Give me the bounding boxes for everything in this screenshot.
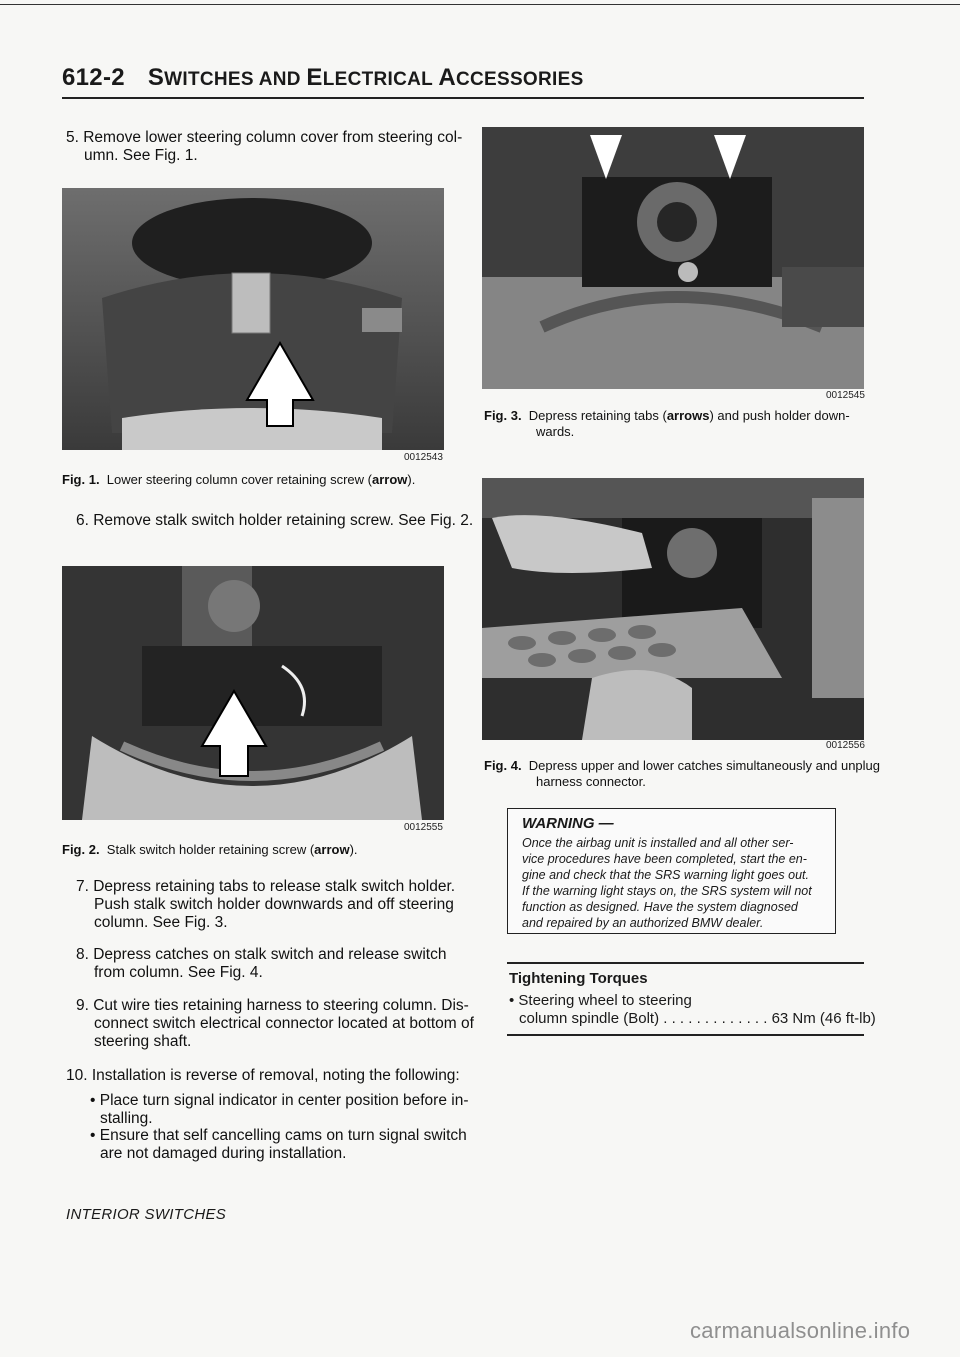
torque-line-2: column spindle (Bolt) . . . . . . . . . . . . . 63 Nm (46 ft-lb)	[519, 1010, 876, 1027]
fig-3-photo	[482, 127, 864, 389]
step-7	[76, 878, 455, 932]
step-9	[76, 997, 474, 1051]
fig-4-caption	[484, 758, 880, 790]
fig-2-text-a: Stalk switch holder retaining screw (	[106, 842, 315, 857]
step-7-line-1: 7. Depress retaining tabs to release stalk switch holder.	[76, 878, 456, 895]
fig-2-bold: arrow	[314, 842, 350, 857]
torque-top-rule	[507, 962, 864, 964]
bullet-2	[90, 1127, 467, 1163]
step-5-line-1: 5. Remove lower steering column cover from steering col-	[66, 129, 463, 146]
fig-1-text-a: Lower steering column cover retaining screw (	[106, 472, 372, 487]
step-8-line-2: from column. See Fig. 4.	[94, 964, 263, 981]
title-cap-2: E	[306, 64, 323, 91]
header-rule	[62, 97, 864, 99]
step-7-line-2: Push stalk switch holder downwards and off steering	[94, 896, 454, 913]
title-cap-1: S	[147, 64, 165, 91]
torque-bottom-rule	[507, 1034, 864, 1036]
warning-text	[522, 835, 825, 931]
fig-3-text-b: ) and push holder down-	[709, 408, 850, 423]
fig-2-caption	[62, 842, 358, 858]
step-5-line-2: umn. See Fig. 1.	[84, 147, 198, 164]
fig-4-photo	[482, 478, 864, 740]
page-header	[62, 64, 584, 92]
fig-1-bold: arrow	[371, 472, 408, 487]
fig-4-line-1: Depress upper and lower catches simultaneously and unplug	[528, 758, 881, 773]
warning-box	[507, 808, 836, 934]
bullet-1-line-2: stalling.	[100, 1110, 153, 1127]
section-title	[148, 64, 584, 91]
fig-1-text-b: ).	[407, 472, 416, 487]
title-rest-1: WITCHES AND	[164, 69, 307, 90]
step-8	[76, 946, 446, 982]
page-number: 612-2	[62, 64, 125, 91]
fig-1-photo	[62, 188, 444, 450]
fig-1-illustration	[62, 188, 444, 450]
fig-2-photo	[62, 566, 444, 820]
fig-3-label: Fig. 3.	[484, 408, 522, 423]
fig-3-caption	[484, 408, 850, 440]
fig-4-line-2: harness connector.	[536, 774, 646, 789]
step-9-line-1: 9. Cut wire ties retaining harness to steering column. Dis-	[76, 997, 469, 1014]
step-9-line-2: connect switch electrical connector located at bottom of	[94, 1015, 474, 1032]
warning-line: If the warning light stays on, the SRS system will not	[522, 884, 812, 898]
bullet-1-line-1: • Place turn signal indicator in center position before in-	[90, 1092, 469, 1109]
fig-2-text-b: ).	[349, 842, 358, 857]
fig-3-code: 0012545	[826, 390, 865, 401]
bullet-2-line-1: • Ensure that self cancelling cams on turn signal switch	[90, 1127, 467, 1144]
footer-section-name: INTERIOR SWITCHES	[66, 1206, 227, 1223]
step-8-line-1: 8. Depress catches on stalk switch and release switch	[76, 946, 447, 963]
warning-title: WARNING —	[522, 815, 614, 832]
fig-3-bold: arrows	[666, 408, 710, 423]
step-9-line-3: steering shaft.	[94, 1033, 192, 1050]
title-rest-3: CCESSORIES	[455, 69, 584, 90]
fig-3-illustration	[482, 127, 864, 389]
step-10: 10. Installation is reverse of removal, noting the following:	[66, 1067, 460, 1084]
step-6: 6. Remove stalk switch holder retaining screw. See Fig. 2.	[76, 512, 474, 529]
fig-4-illustration	[482, 478, 864, 740]
title-rest-2: LECTRICAL	[322, 69, 439, 90]
torque-line-1: • Steering wheel to steering	[509, 992, 692, 1009]
step-5	[66, 129, 462, 165]
warning-line: Once the airbag unit is installed and all other ser-	[522, 836, 794, 850]
fig-1-caption	[62, 472, 415, 488]
bullet-2-line-2: are not damaged during installation.	[100, 1145, 347, 1162]
bullet-1	[90, 1092, 469, 1128]
fig-1-code: 0012543	[404, 452, 443, 463]
fig-3-text-a: Depress retaining tabs (	[528, 408, 667, 423]
fig-2-label: Fig. 2.	[62, 842, 100, 857]
fig-2-code: 0012555	[404, 822, 443, 833]
step-7-line-3: column. See Fig. 3.	[94, 914, 228, 931]
top-edge-rule	[0, 4, 960, 5]
warning-line: gine and check that the SRS warning light goes out.	[522, 868, 809, 882]
fig-2-illustration	[62, 566, 444, 820]
fig-3-line-2: wards.	[536, 424, 575, 439]
torque-title: Tightening Torques	[509, 970, 648, 987]
title-cap-3: A	[438, 64, 456, 91]
fig-4-label: Fig. 4.	[484, 758, 522, 773]
watermark-text: carmanualsonline.info	[690, 1318, 911, 1343]
warning-line: and repaired by an authorized BMW dealer.	[522, 916, 764, 930]
torque-item	[509, 992, 876, 1028]
warning-line: vice procedures have been completed, start the en-	[522, 852, 807, 866]
fig-1-label: Fig. 1.	[62, 472, 100, 487]
fig-4-code: 0012556	[826, 740, 865, 751]
warning-line: function as designed. Have the system diagnosed	[522, 900, 798, 914]
